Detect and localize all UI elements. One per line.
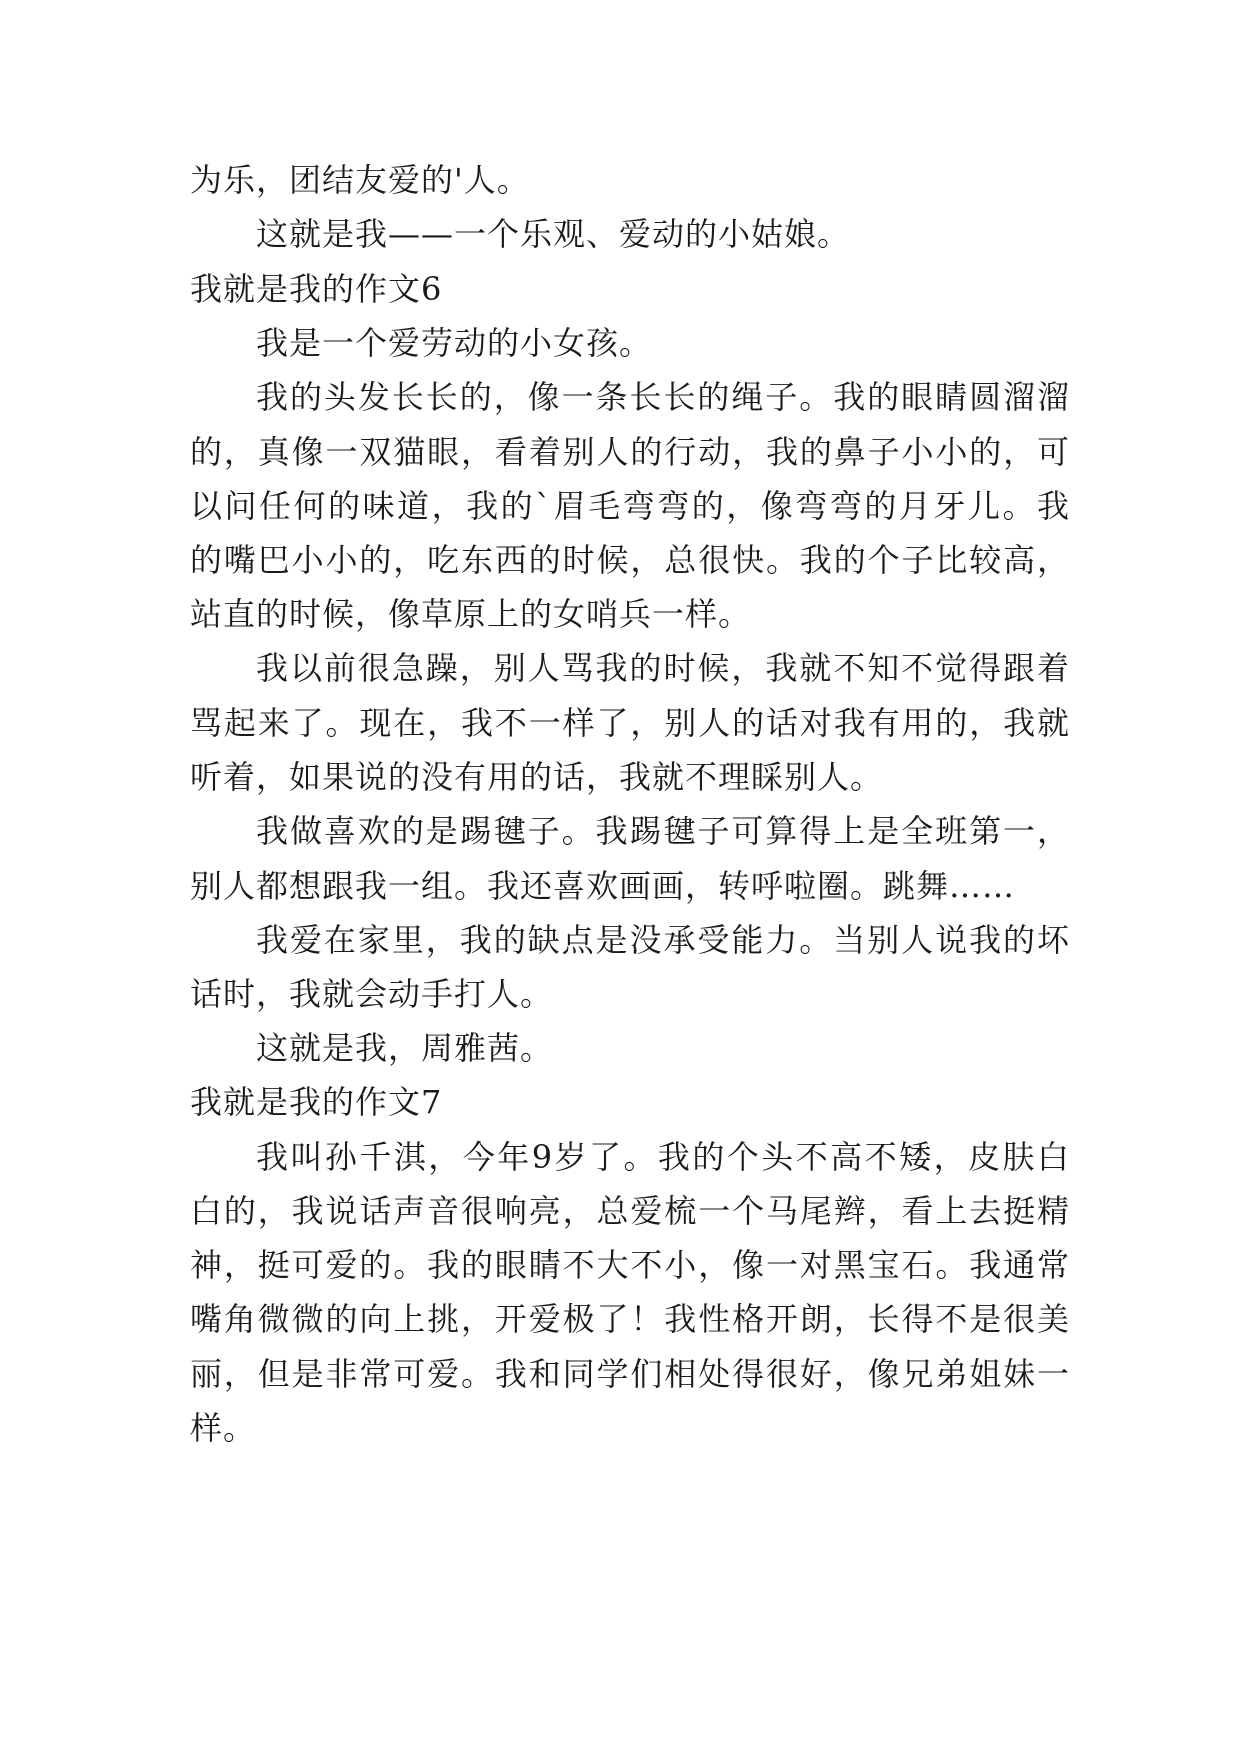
text-line: 我叫孙千淇，今年9岁了。我的个头不高不矮，皮肤白 [256, 1138, 1070, 1176]
text-line: 样。 [190, 1409, 257, 1447]
text-line: 以问任何的味道，我的`眉毛弯弯的，像弯弯的月牙儿。我 [190, 487, 1070, 525]
text-line: 站直的时候，像草原上的女哨兵一样。 [190, 595, 752, 633]
text-line: 嘴角微微的向上挑，开爱极了！我性格开朗，长得不是很美 [190, 1300, 1070, 1338]
text-line: 丽，但是非常可爱。我和同学们相处得很好，像兄弟姐妹一 [190, 1355, 1070, 1393]
text-line: 我以前很急躁，别人骂我的时候，我就不知不觉得跟着 [256, 649, 1070, 687]
text-line: 的嘴巴小小的，吃东西的时候，总很快。我的个子比较高， [190, 541, 1070, 579]
text-line: 听着，如果说的没有用的话，我就不理睬别人。 [190, 758, 884, 796]
text-line: 我爱在家里，我的缺点是没承受能力。当别人说我的坏 [256, 921, 1070, 959]
text-line: 别人都想跟我一组。我还喜欢画画，转呼啦圈。跳舞…… [190, 867, 1016, 905]
text-line: 这就是我——一个乐观、爱动的小姑娘。 [256, 215, 851, 253]
text-line: 这就是我，周雅茜。 [256, 1029, 554, 1067]
text-line: 为乐，团结友爱的'人。 [190, 161, 530, 199]
text-line: 的，真像一双猫眼，看着别人的行动，我的鼻子小小的，可 [190, 433, 1070, 471]
section-heading: 我就是我的作文7 [190, 1083, 443, 1121]
text-line: 我的头发长长的，像一条长长的绳子。我的眼睛圆溜溜 [256, 378, 1070, 416]
text-line: 骂起来了。现在，我不一样了，别人的话对我有用的，我就 [190, 704, 1070, 742]
text-line: 我是一个爱劳动的小女孩。 [256, 324, 653, 362]
section-heading: 我就是我的作文6 [190, 270, 443, 308]
text-line: 我做喜欢的是踢毽子。我踢毽子可算得上是全班第一， [256, 812, 1070, 850]
text-line: 话时，我就会动手打人。 [190, 975, 554, 1013]
text-line: 神，挺可爱的。我的眼睛不大不小，像一对黑宝石。我通常 [190, 1246, 1070, 1284]
text-line: 白的，我说话声音很响亮，总爱梳一个马尾辫，看上去挺精 [190, 1192, 1070, 1230]
